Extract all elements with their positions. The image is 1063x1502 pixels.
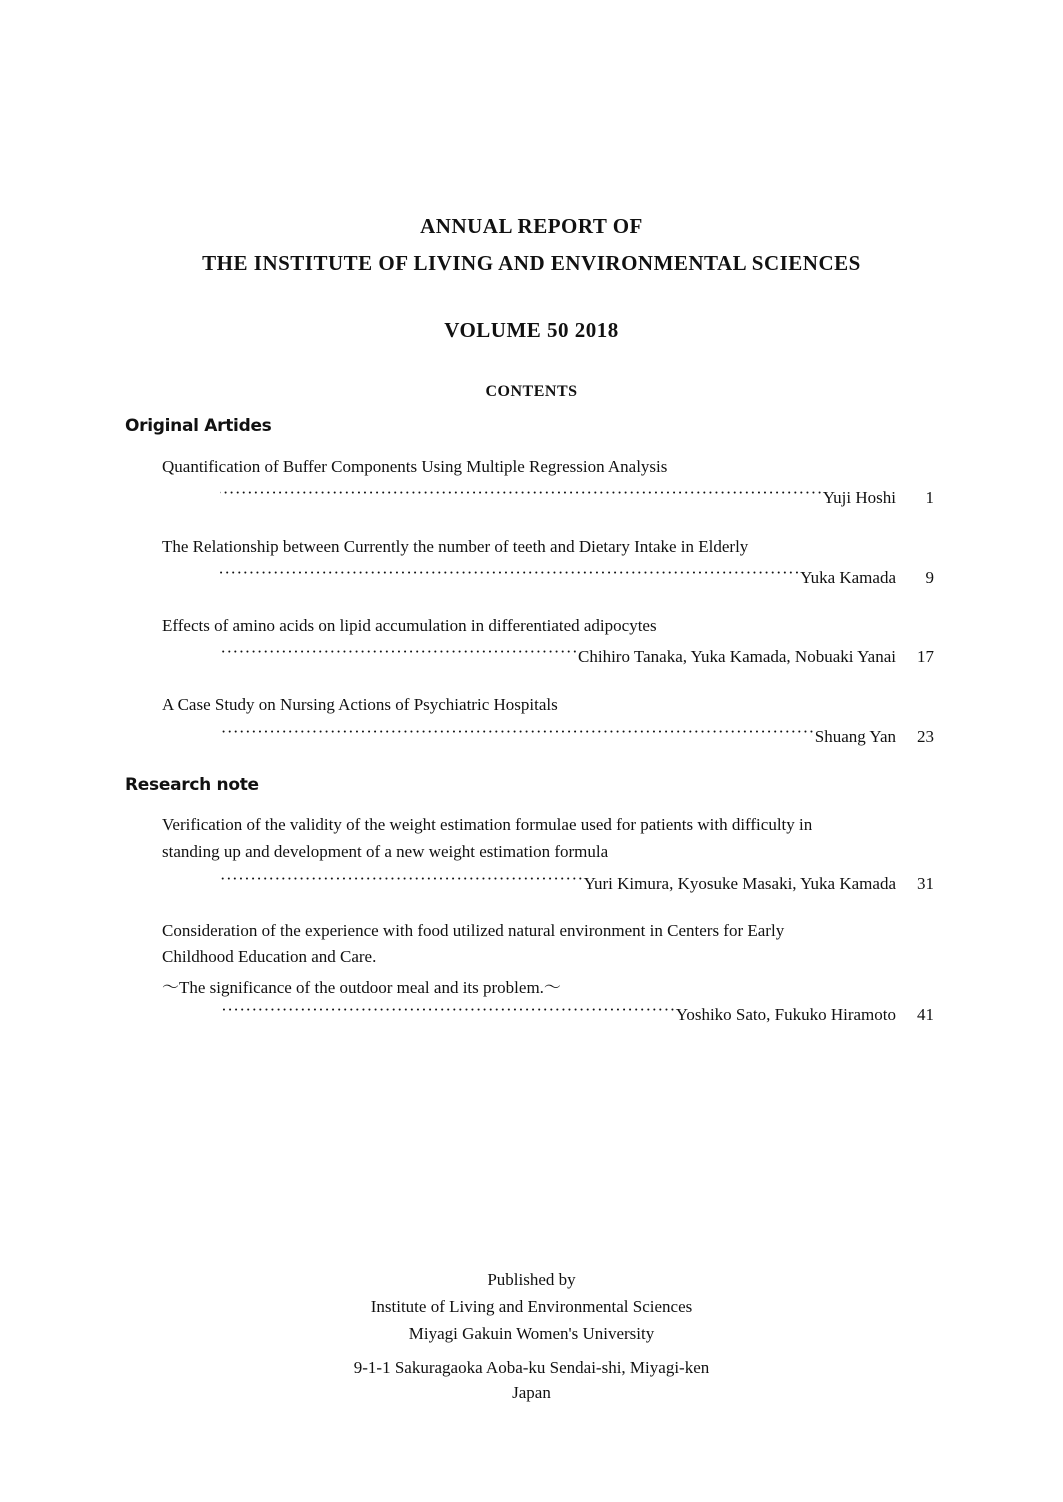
entry-authors: Yuka Kamada [800, 568, 896, 587]
volume-title: VOLUME 50 2018 [444, 318, 619, 342]
entry-author-row [220, 722, 934, 747]
leader-dots [220, 1000, 676, 1020]
entry-title: Quantification of Buffer Components Using Multiple Regression Analysis [162, 457, 668, 476]
report-title-line1: ANNUAL REPORT OF [420, 214, 643, 238]
entry-author-row [220, 563, 934, 588]
contents-heading: CONTENTS [485, 383, 578, 400]
entry-title: ～The significance of the outdoor meal and its problem.～ [162, 978, 561, 997]
entry-author-row [220, 869, 934, 894]
leader-dots [220, 563, 800, 583]
entry-authors: Yuji Hoshi [822, 488, 896, 507]
publisher-country: Japan [512, 1383, 551, 1402]
leader-dots [220, 483, 823, 503]
entry-page-number: 1 [925, 488, 934, 507]
entry-page-number: 31 [917, 874, 934, 893]
leader-dots [220, 642, 578, 662]
leader-dots [220, 869, 584, 889]
entry-title: Effects of amino acids on lipid accumulation in differentiated adipocytes [162, 616, 657, 635]
entry-author-row [220, 483, 934, 508]
entry-title: A Case Study on Nursing Actions of Psychiatric Hospitals [162, 695, 558, 714]
entry-page-number: 17 [917, 647, 934, 666]
entry-authors: Shuang Yan [814, 727, 896, 746]
entry-page-number: 23 [917, 727, 934, 746]
entry-title: Verification of the validity of the weight estimation formulae used for patients with difficulty in [162, 815, 813, 834]
publisher-university: Miyagi Gakuin Women's University [408, 1324, 655, 1343]
entry-authors: Chihiro Tanaka, Yuka Kamada, Nobuaki Yanai [578, 647, 896, 666]
entry-title: Childhood Education and Care. [162, 947, 377, 966]
section-title-original-articles: Original Artides [125, 416, 272, 436]
published-by: Published by [487, 1270, 576, 1289]
entry-title: Consideration of the experience with food utilized natural environment in Centers for Early [162, 921, 785, 940]
entry-author-row [220, 642, 934, 667]
entry-title: The Relationship between Currently the number of teeth and Dietary Intake in Elderly [162, 537, 749, 556]
entry-page-number: 9 [925, 568, 934, 587]
publisher-institute: Institute of Living and Environmental Sciences [370, 1297, 693, 1316]
entry-authors: Yoshiko Sato, Fukuko Hiramoto [675, 1005, 896, 1024]
entry-author-row [220, 1000, 934, 1025]
report-title-line2: THE INSTITUTE OF LIVING AND ENVIRONMENTAL SCIENCES [202, 251, 861, 275]
entry-page-number: 41 [917, 1005, 934, 1024]
leader-dots [220, 722, 815, 742]
section-title-research-note: Research note [125, 775, 259, 795]
publisher-address: 9-1-1 Sakuragaoka Aoba-ku Sendai-shi, Miyagi-ken [353, 1358, 710, 1377]
entry-title: standing up and development of a new weight estimation formula [162, 842, 609, 861]
entry-authors: Yuri Kimura, Kyosuke Masaki, Yuka Kamada [583, 874, 896, 893]
